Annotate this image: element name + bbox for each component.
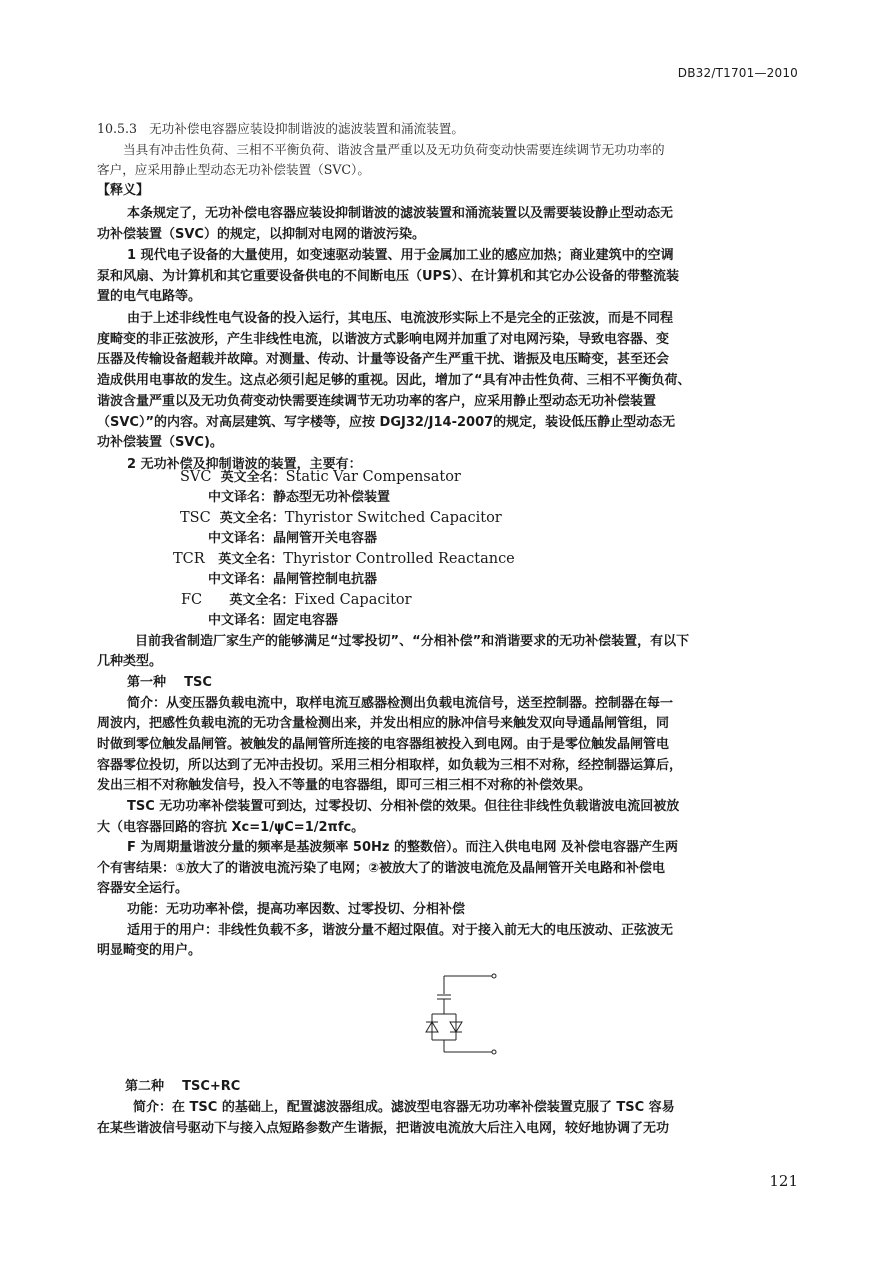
paragraph-line: 简介：在 TSC 的基础上，配置滤波器组成。滤波型电容器无功功率补偿装置克服了 TSC 容易	[133, 1100, 675, 1115]
paragraph-line: 2 无功补偿及抑制谐波的装置，主要有：	[127, 457, 362, 472]
terminal-node	[492, 1050, 496, 1054]
device-abbr: TSC	[180, 510, 211, 526]
paragraph-line: 谐波含量严重以及无功负荷变动快需要连续调节无功功率的客户，应采用静止型动态无功补偿装置	[97, 394, 657, 409]
device-abbr: SVC	[180, 469, 212, 485]
paragraph-line: 周波内，把感性负载电流的无功含量检测出来，并发出相应的脉冲信号来触发双向导通晶闸管组，同	[97, 716, 670, 731]
device-english-name: Fixed Capacitor	[294, 592, 412, 608]
en-label: 英文全名：	[218, 552, 284, 567]
device-cn-row	[208, 611, 768, 632]
section-title-type1: 第一种 TSC	[127, 675, 212, 690]
device-abbr: TCR	[173, 551, 205, 567]
paragraph-line: 目前我省制造厂家生产的能够满足“过零投切”、“分相补偿”和消谐要求的无功补偿装置，有以下	[135, 634, 690, 649]
paragraph-line: TSC 无功功率补偿装置可到达，过零投切、分相补偿的效果。但往往非线性负载谐波电流回被放	[127, 799, 680, 814]
device-cn-row	[208, 488, 768, 509]
paragraph-line: 明显畸变的用户。	[97, 943, 202, 958]
device-en-row	[180, 508, 780, 529]
page-number: 121	[769, 1172, 798, 1190]
paragraph-line: 功补偿装置（SVC)。	[97, 435, 223, 450]
paragraph-line: 几种类型。	[97, 654, 163, 669]
paragraph-line: 1 现代电子设备的大量使用，如变速驱动装置、用于金属加工业的感应加热；商业建筑中的空调	[127, 248, 674, 263]
paragraph-line: 个有害结果：①放大了的谐波电流污染了电网；②被放大了的谐波电流危及晶闸管开关电路和补偿电	[97, 861, 666, 876]
device-chinese-name: 晶闸管控制电抗器	[273, 572, 378, 587]
explanation-heading: 【释义】	[97, 183, 150, 198]
clause-number: 10.5.3	[97, 121, 138, 136]
cn-label: 中文译名：	[208, 613, 274, 628]
paragraph-line: 大（电容器回路的容抗 Xc=1/ψC=1/2πfc。	[97, 820, 365, 835]
device-english-name: Thyristor Controlled Reactance	[283, 551, 515, 567]
clause-title-line	[97, 119, 799, 140]
device-chinese-name: 静态型无功补偿装置	[273, 490, 391, 505]
paragraph-line: 功补偿装置（SVC）的规定，以抑制对电网的谐波污染。	[97, 227, 425, 242]
device-chinese-name: 固定电容器	[273, 613, 339, 628]
document-code: DB32/T1701—2010	[677, 66, 798, 80]
device-en-row	[181, 590, 781, 611]
device-en-row	[180, 467, 780, 488]
paragraph-line: 在某些谐波信号驱动下与接入点短路参数产生谐振，把谐波电流放大后注入电网，较好地协调了无功	[97, 1121, 670, 1136]
device-abbr: FC	[181, 592, 203, 608]
device-cn-row	[208, 570, 768, 591]
paragraph-line: 时做到零位触发晶闸管。被触发的晶闸管所连接的电容器组被投入到电网。由于是零位触发晶闸管电	[97, 737, 670, 752]
clause-body-line: 客户，应采用静止型动态无功补偿装置（SVC）。	[97, 162, 370, 177]
tsc-circuit-diagram	[420, 968, 504, 1060]
paragraph-line: （SVC）”的内容。对高层建筑、写字楼等，应按 DGJ32/J14-2007的规定，装设低压静止型动态无	[97, 415, 676, 430]
paragraph-line: 功能：无功功率补偿，提高功率因数、过零投切、分相补偿	[127, 902, 466, 917]
paragraph-line: 造成供用电事故的发生。这点必须引起足够的重视。因此，增加了“具有冲击性负荷、三相不平衡负荷、	[97, 373, 691, 388]
paragraph-line: 由于上述非线性电气设备的投入运行，其电压、电流波形实际上不是完全的正弦波，而是不同程	[127, 311, 674, 326]
paragraph-line: 容器安全运行。	[97, 881, 189, 896]
paragraph-line: 发出三相不对称触发信号，投入不等量的电容器组，即可三相三相不对称的补偿效果。	[97, 778, 592, 793]
section-title-type2: 第二种 TSC+RC	[125, 1079, 241, 1094]
cn-label: 中文译名：	[208, 572, 274, 587]
en-label: 英文全名：	[220, 470, 286, 485]
paragraph-line: 度畸变的非正弦波形，产生非线性电流，以谐波方式影响电网并加重了对电网污染，导致电容器、变	[97, 332, 670, 347]
paragraph-line: 置的电气电路等。	[97, 289, 202, 304]
cn-label: 中文译名：	[208, 531, 274, 546]
terminal-node	[492, 974, 496, 978]
paragraph-line: 简介：从变压器负载电流中，取样电流互感器检测出负载电流信号，送至控制器。控制器在每一	[127, 696, 674, 711]
device-english-name: Static Var Compensator	[285, 469, 461, 485]
device-en-row	[173, 549, 793, 570]
paragraph-line: 泵和风扇、为计算机和其它重要设备供电的不间断电压（UPS）、在计算机和其它办公设备的带整流装	[97, 269, 679, 284]
device-chinese-name: 晶闸管开关电容器	[273, 531, 378, 546]
paragraph-line: 容器零位投切，所以达到了无冲击投切。采用三相分相取样，如负载为三相不对称，经控制器运算后，	[97, 758, 683, 773]
en-label: 英文全名：	[219, 511, 285, 526]
device-english-name: Thyristor Switched Capacitor	[284, 510, 502, 526]
paragraph-line: F 为周期量谐波分量的频率是基波频率 50Hz 的整数倍）。而注入供电电网 及补偿电容器产生两	[127, 840, 679, 855]
clause-body-line: 当具有冲击性负荷、三相不平衡负荷、谐波含量严重以及无功负荷变动快需要连续调节无功功率的	[123, 142, 665, 157]
paragraph-line: 适用于的用户：非线性负载不多，谐波分量不超过限值。对于接入前无大的电压波动、正弦波无	[127, 923, 674, 938]
en-label: 英文全名：	[229, 593, 295, 608]
paragraph-line: 本条规定了，无功补偿电容器应装设抑制谐波的滤波装置和涌流装置以及需要装设静止型动态无	[127, 206, 674, 221]
clause-title: 无功补偿电容器应装设抑制谐波的滤波装置和涌流装置。	[149, 121, 464, 136]
device-cn-row	[208, 529, 768, 550]
cn-label: 中文译名：	[208, 490, 274, 505]
paragraph-line: 压器及传输设备超载并故障。对测量、传动、计量等设备产生严重干扰、谐振及电压畸变，甚至还会	[97, 352, 670, 367]
